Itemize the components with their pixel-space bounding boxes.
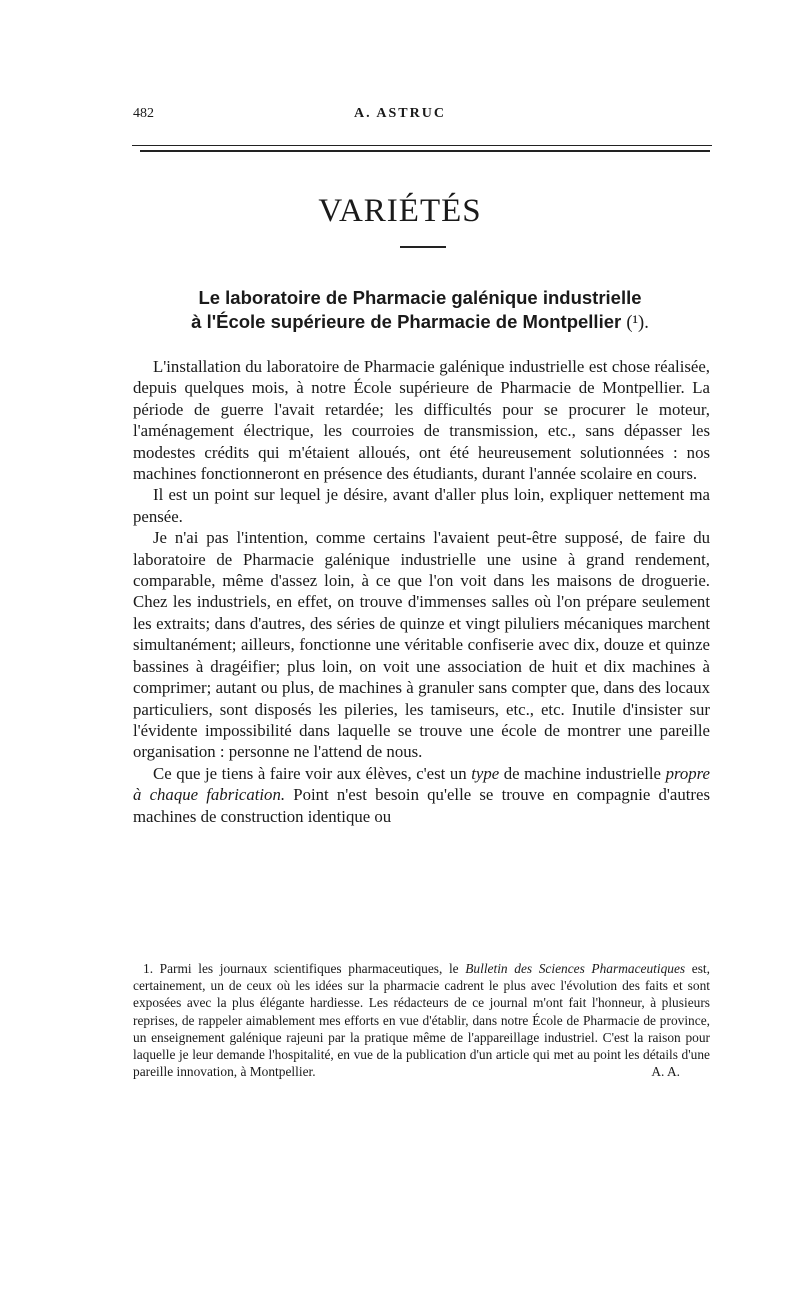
paragraph-4-emphasis-type: type	[471, 763, 500, 783]
paragraph-2: Il est un point sur lequel je désire, avant d'aller plus loin, expliquer nettement ma pensée.	[133, 485, 710, 526]
article-title-line-1: Le laboratoire de Pharmacie galénique industrielle	[198, 287, 642, 308]
paragraph-4-end: Point n'est besoin qu'elle se trouve en compagnie d'autres machines de construction identique ou	[133, 785, 710, 826]
running-head: A. ASTRUC	[354, 106, 446, 121]
title-divider	[400, 246, 446, 248]
page-number: 482	[133, 106, 154, 121]
article-title	[130, 286, 710, 335]
article-title-line-2	[130, 310, 710, 335]
paragraph-4-start: Ce que je tiens à faire voir aux élèves, c'est un	[153, 763, 472, 783]
footnote-rest: est, certainement, un de ceux où les idées sur la pharmacie cadrent le plus avec l'évolution des faits et sont exposées avec la plus élégante hardiesse. Les rédacteurs de ce journal m'ont fait l'honneur, à plusieurs reprises, de rappeler aimablement mes efforts en vue d'établir, dans notre École de Pharmacie de province, un enseignement galénique rajeuni par la pratique même de l'appareillage industriel. C'est la raison pour laquelle je leur demande l'hospitalité, en vue de la publication d'un article qui met au point les détails d'une pareille innovation, à Montpellier.	[133, 961, 710, 1080]
paragraph-4	[133, 763, 710, 827]
footnote	[133, 960, 710, 1080]
footnote-text	[133, 960, 710, 1080]
paragraph-4-middle: de machine industrielle	[499, 763, 666, 783]
paragraph-4-emphasis-fabrication: propre à chaque fabrication.	[133, 763, 710, 805]
header-rule-double	[140, 150, 710, 152]
article-title-line-2-text: à l'École supérieure de Pharmacie de Montpellier	[191, 311, 622, 332]
footnote-reference: (¹).	[626, 313, 649, 333]
header-rule	[132, 145, 712, 146]
section-title: VARIÉTÉS	[318, 193, 482, 229]
paragraph-1: L'installation du laboratoire de Pharmacie galénique industrielle est chose réalisée, depuis quelques mois, à notre École supérieure de Pharmacie de Montpellier. La période de guerre l'avait retardée; les difficultés pour se procurer le moteur, l'aménagement électrique, les courroies de transmission, etc., sans dépasser les modestes crédits qui m'étaient alloués, ont été heureusement solutionnées : nos machines fonctionneront en présence des étudiants, durant l'année scolaire en cours.	[133, 357, 710, 484]
article-body	[133, 356, 710, 827]
paragraph-3: Je n'ai pas l'intention, comme certains l'avaient peut-être supposé, de faire du laboratoire de Pharmacie galénique industrielle une usine à grand rendement, comparable, même d'assez loin, à ce que l'on voit dans les maisons de droguerie. Chez les industriels, en effet, on trouve d'immenses salles où l'on prépare seulement les extraits; dans d'autres, des séries de quinze et vingt piluliers mécaniques marchent simultanément; ailleurs, fonctionne une véritable confiserie avec dix, douze et quinze bassines à dragéifier; plus loin, on voit une association de huit et dix machines à comprimer; autant ou plus, de machines à granuler sans compter que, dans des locaux particuliers, sont disposés les pileries, les tamiseurs, etc., etc. Inutile d'insister sur l'évidente impossibilité dans laquelle se trouve une école de montrer une pareille organisation : personne ne l'attend de nous.	[133, 528, 710, 762]
footnote-start: 1. Parmi les journaux scientifiques pharmaceutiques, le	[143, 961, 466, 976]
footnote-signature: A. A.	[651, 1064, 680, 1080]
footnote-journal: Bulletin des Sciences Pharmaceutiques	[465, 961, 686, 976]
